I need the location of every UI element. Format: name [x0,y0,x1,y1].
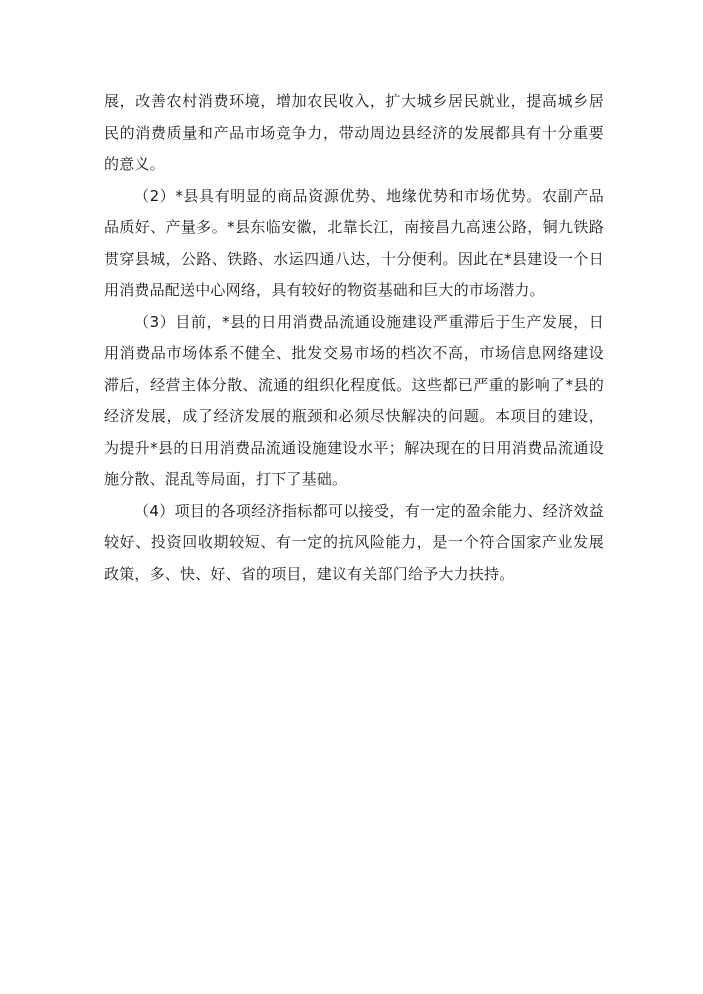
paragraph-item-4: （4）项目的各项经济指标都可以接受，有一定的盈余能力、经济效益较好、投资回收期较短、有一定的抗风险能力，是一个符合国家产业发展政策，多、快、好、省的项目，建议有关部门给予大力扶持。 [104,501,604,583]
paragraph-continuation: 展，改善农村消费环境，增加农民收入，扩大城乡居民就业，提高城乡居民的消费质量和产品市场竞争力，带动周边县经济的发展都具有十分重要的意义。 [104,92,604,173]
paragraph-item-2: （2）*县具有明显的商品资源优势、地缘优势和市场优势。农副产品品质好、产量多。*县东临安徽，北靠长江，南接昌九高速公路，铜九铁路贯穿县城，公路、铁路、水运四通八达，十分便利。因此在*县建设一个日用消费品配送中心网络，具有较好的物资基础和巨大的市场潜力。 [104,186,604,299]
paragraph-item-3: （3）目前，*县的日用消费品流通设施建设严重滞后于生产发展，日用消费品市场体系不健全、批发交易市场的档次不高，市场信息网络建设滞后，经营主体分散、流通的组织化程度低。这些都已严重的影响了*县的经济发展，成了经济发展的瓶颈和必须尽快解决的问题。本项目的建设，为提升*县的日用消费品流通设施建设水平；解决现在的日用消费品流通设施分散、混乱等局面，打下了基础。 [104,312,604,488]
document-body [104,86,604,590]
